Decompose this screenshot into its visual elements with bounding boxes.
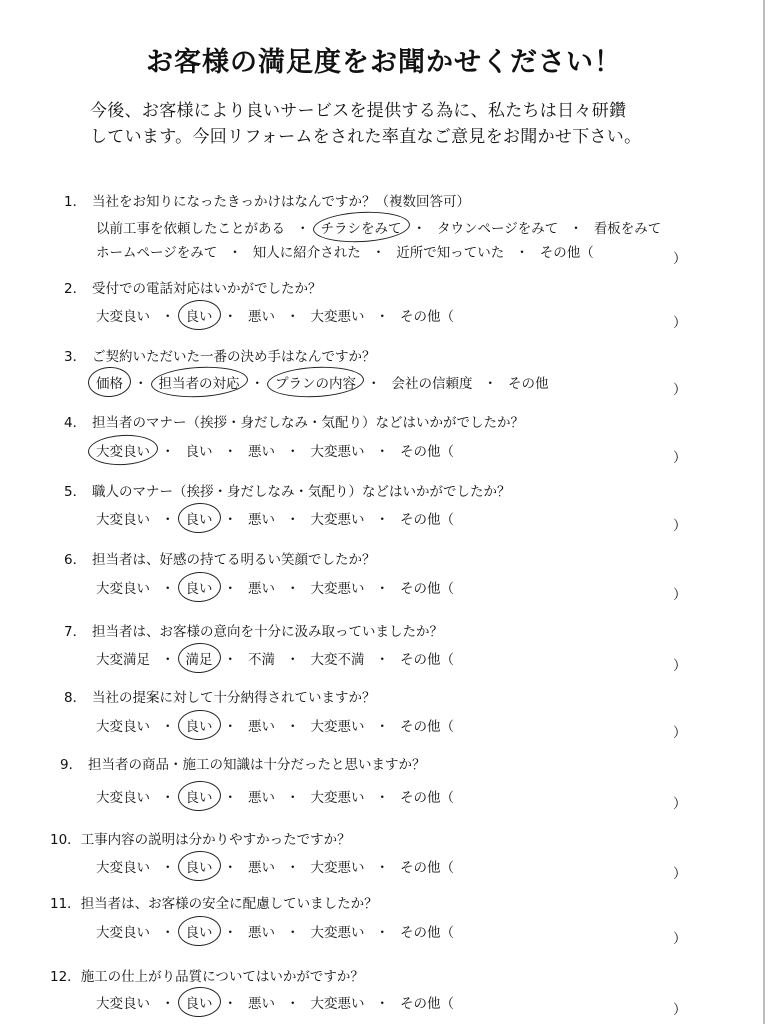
option[interactable]: 大変良い <box>96 996 150 1012</box>
option[interactable]: 悪い <box>248 512 275 528</box>
question-number: 3． <box>64 349 87 365</box>
question-number: 1． <box>64 194 87 210</box>
option-separator: ・ <box>286 581 300 597</box>
options-line <box>96 786 454 806</box>
option-circled[interactable]: 良い <box>186 305 213 325</box>
option-separator: ・ <box>223 860 237 876</box>
question-number: 12． <box>50 969 81 985</box>
option-circled[interactable]: プランの内容 <box>275 372 356 392</box>
option-circled[interactable]: 満足 <box>186 648 213 668</box>
option-separator: ・ <box>161 581 175 597</box>
option[interactable]: 悪い <box>248 925 275 941</box>
option-separator: ・ <box>371 245 386 261</box>
option-separator: ・ <box>286 790 300 806</box>
option[interactable]: タウンページをみて <box>437 221 559 237</box>
question-text: 施工の仕上がり品質についてはいかがですか？ <box>80 969 364 985</box>
option-separator: ・ <box>161 996 175 1012</box>
options-line <box>96 305 454 325</box>
other-paren-close: ） <box>673 725 687 741</box>
option[interactable]: 大変不満 <box>310 652 365 668</box>
option-separator: ・ <box>286 512 300 528</box>
question-text: 担当者は、お客様の安全に配慮していましたか？ <box>80 896 378 912</box>
question-number: 9． <box>60 757 83 773</box>
question-number: 10． <box>50 832 81 848</box>
option-separator: ・ <box>286 309 300 325</box>
option[interactable]: その他（ <box>400 309 454 325</box>
question-number: 11． <box>50 896 81 912</box>
options-line <box>96 992 454 1012</box>
other-paren-close: ） <box>673 518 687 534</box>
option-separator: ・ <box>223 512 237 528</box>
question-7 <box>64 620 443 640</box>
options-line <box>96 440 454 460</box>
option-separator: ・ <box>296 221 310 237</box>
question-text: 職人のマナー（挨拶・身だしなみ・気配り）などはいかがでしたか？ <box>92 484 511 500</box>
option[interactable]: 大変悪い <box>310 512 365 528</box>
question-11 <box>50 892 378 912</box>
option[interactable]: 大変良い <box>96 925 150 941</box>
option[interactable]: その他（ <box>400 444 454 460</box>
option[interactable]: その他（ <box>400 860 454 876</box>
option[interactable]: 会社の信頼度 <box>391 376 473 392</box>
options-line <box>96 577 454 597</box>
other-paren-close: ） <box>673 1002 687 1018</box>
options-line <box>96 715 454 735</box>
option-separator: ・ <box>412 221 426 237</box>
other-paren-close: ） <box>673 931 687 947</box>
option-separator: ・ <box>286 860 300 876</box>
option-circled[interactable]: 価格 <box>96 372 123 392</box>
intro-line-2: しています。今回リフォームをされた率直なご意見をお聞かせ下さい。 <box>90 127 642 147</box>
question-number: 2． <box>64 281 87 297</box>
option-separator: ・ <box>375 652 389 668</box>
option[interactable]: 大変良い <box>96 719 150 735</box>
option-circled[interactable]: 大変良い <box>96 440 150 460</box>
option-separator: ・ <box>161 790 175 806</box>
option[interactable]: 大変悪い <box>310 925 365 941</box>
option-separator: ・ <box>223 444 237 460</box>
option-circled[interactable]: 良い <box>186 577 213 597</box>
option-separator: ・ <box>250 376 264 392</box>
option-separator: ・ <box>223 581 237 597</box>
other-paren-close: ） <box>673 450 687 466</box>
option[interactable]: その他（ <box>400 996 454 1012</box>
question-text: 受付での電話対応はいかがでしたか？ <box>92 281 322 297</box>
option-separator: ・ <box>161 860 175 876</box>
option[interactable]: その他（ <box>400 925 454 941</box>
option[interactable]: 不満 <box>248 652 275 668</box>
option[interactable]: 大変満足 <box>96 652 150 668</box>
option[interactable]: 大変良い <box>96 860 150 876</box>
option-separator: ・ <box>375 309 389 325</box>
question-text: 工事内容の説明は分かりやすかったですか？ <box>80 832 351 848</box>
option-circled[interactable]: 良い <box>186 992 213 1012</box>
question-5 <box>64 480 511 500</box>
other-paren-close: ） <box>673 382 687 398</box>
option[interactable]: 大変良い <box>96 512 150 528</box>
question-6 <box>64 548 376 568</box>
option-separator: ・ <box>161 719 175 735</box>
option[interactable]: ホームページをみて <box>96 245 218 261</box>
other-paren-close: ） <box>673 251 687 267</box>
option-separator: ・ <box>286 996 300 1012</box>
question-number: 6． <box>64 552 87 568</box>
option[interactable]: 大変悪い <box>310 790 365 806</box>
option[interactable]: その他（ <box>400 719 454 735</box>
option-separator: ・ <box>375 790 389 806</box>
option-separator: ・ <box>223 719 237 735</box>
option[interactable]: 大変悪い <box>310 444 365 460</box>
intro-line-1: 今後、お客様により良いサービスを提供する為に、私たちは日々研鑽 <box>90 101 627 121</box>
other-paren-close: ） <box>673 658 687 674</box>
options-line <box>96 648 454 668</box>
option-separator: ・ <box>569 221 583 237</box>
option-separator: ・ <box>161 925 175 941</box>
option[interactable]: 大変悪い <box>310 860 365 876</box>
option[interactable]: 悪い <box>248 790 275 806</box>
option-separator: ・ <box>286 925 300 941</box>
option-separator: ・ <box>286 444 300 460</box>
option-separator: ・ <box>375 719 389 735</box>
option[interactable]: その他 <box>508 376 549 392</box>
option[interactable]: 大変悪い <box>310 581 365 597</box>
option[interactable]: 大変悪い <box>310 719 365 735</box>
option[interactable]: 大変悪い <box>310 996 365 1012</box>
option-separator: ・ <box>286 652 300 668</box>
page-title: お客様の満足度をお聞かせください！ <box>146 47 622 78</box>
question-9 <box>60 753 426 773</box>
option-separator: ・ <box>161 309 175 325</box>
question-8 <box>64 686 376 706</box>
question-text: 担当者のマナー（挨拶・身だしなみ・気配り）などはいかがでしたか？ <box>92 415 524 431</box>
option-separator: ・ <box>483 376 497 392</box>
option[interactable]: 悪い <box>248 860 275 876</box>
question-number: 8． <box>64 690 87 706</box>
option-circled[interactable]: 良い <box>186 921 213 941</box>
option-separator: ・ <box>223 652 237 668</box>
option-circled[interactable]: 担当者の対応 <box>159 372 240 392</box>
option-circled[interactable]: チラシをみて <box>321 217 402 237</box>
option[interactable]: その他（ <box>400 512 454 528</box>
option-circled[interactable]: 良い <box>186 856 213 876</box>
option-circled[interactable]: 良い <box>186 786 213 806</box>
question-12 <box>50 965 364 985</box>
options-line <box>96 856 454 876</box>
option-separator: ・ <box>367 376 381 392</box>
question-3 <box>64 345 376 365</box>
question-number: 7． <box>64 624 87 640</box>
option[interactable]: その他（ <box>400 581 454 597</box>
option[interactable]: その他（ <box>539 245 594 261</box>
option[interactable]: 悪い <box>248 444 275 460</box>
option[interactable]: その他（ <box>400 790 454 806</box>
other-paren-close: ） <box>673 796 687 812</box>
question-text: 当社の提案に対して十分納得されていますか？ <box>92 690 376 706</box>
option[interactable]: 悪い <box>248 719 275 735</box>
option[interactable]: 悪い <box>248 996 275 1012</box>
option-separator: ・ <box>375 512 389 528</box>
option[interactable]: 悪い <box>248 309 275 325</box>
options-line <box>96 217 661 237</box>
options-line <box>96 241 594 261</box>
option-separator: ・ <box>286 719 300 735</box>
question-text: ご契約いただいた一番の決め手はなんですか？ <box>92 349 376 365</box>
option-separator: ・ <box>375 581 389 597</box>
option[interactable]: その他（ <box>400 652 454 668</box>
option-separator: ・ <box>515 245 529 261</box>
question-number: 5． <box>64 484 87 500</box>
question-number: 4． <box>64 415 87 431</box>
option-separator: ・ <box>223 790 237 806</box>
question-2 <box>64 277 322 297</box>
question-text: 担当者は、お客様の意向を十分に汲み取っていましたか？ <box>92 624 443 640</box>
option-separator: ・ <box>228 245 242 261</box>
other-paren-close: ） <box>673 866 687 882</box>
option[interactable]: 知人に紹介された <box>252 245 361 261</box>
option[interactable]: 以前工事を依頼したことがある <box>96 221 285 237</box>
option-separator: ・ <box>161 444 175 460</box>
option-separator: ・ <box>134 376 148 392</box>
question-text: 担当者の商品・施工の知識は十分だったと思いますか？ <box>88 757 426 773</box>
other-paren-close: ） <box>673 587 687 603</box>
option[interactable]: 大変良い <box>96 581 150 597</box>
option[interactable]: 看板をみて <box>593 221 662 237</box>
option[interactable]: 悪い <box>248 581 275 597</box>
option-separator: ・ <box>375 860 389 876</box>
option-separator: ・ <box>375 925 389 941</box>
question-text: 担当者は、好感の持てる明るい笑顔でしたか？ <box>92 552 376 568</box>
question-10 <box>50 828 351 848</box>
options-line <box>96 921 454 941</box>
option[interactable]: 良い <box>185 444 213 460</box>
scan-edge-line <box>763 0 765 1024</box>
option[interactable]: 近所で知っていた <box>396 245 505 261</box>
option-circled[interactable]: 良い <box>186 715 213 735</box>
options-line <box>96 508 454 528</box>
question-4 <box>64 411 524 431</box>
option-separator: ・ <box>161 652 175 668</box>
option[interactable]: 大変良い <box>96 790 150 806</box>
option-separator: ・ <box>375 996 389 1012</box>
option-separator: ・ <box>223 925 237 941</box>
options-line <box>96 372 549 392</box>
option-separator: ・ <box>375 444 389 460</box>
option[interactable]: 大変悪い <box>310 309 365 325</box>
option-circled[interactable]: 良い <box>186 508 213 528</box>
option-separator: ・ <box>223 996 237 1012</box>
question-text: 当社をお知りになったきっかけはなんですか？（複数回答可） <box>92 194 470 210</box>
option-separator: ・ <box>161 512 175 528</box>
option[interactable]: 大変良い <box>96 309 150 325</box>
question-1 <box>64 190 470 210</box>
option-separator: ・ <box>223 309 237 325</box>
other-paren-close: ） <box>673 315 687 331</box>
